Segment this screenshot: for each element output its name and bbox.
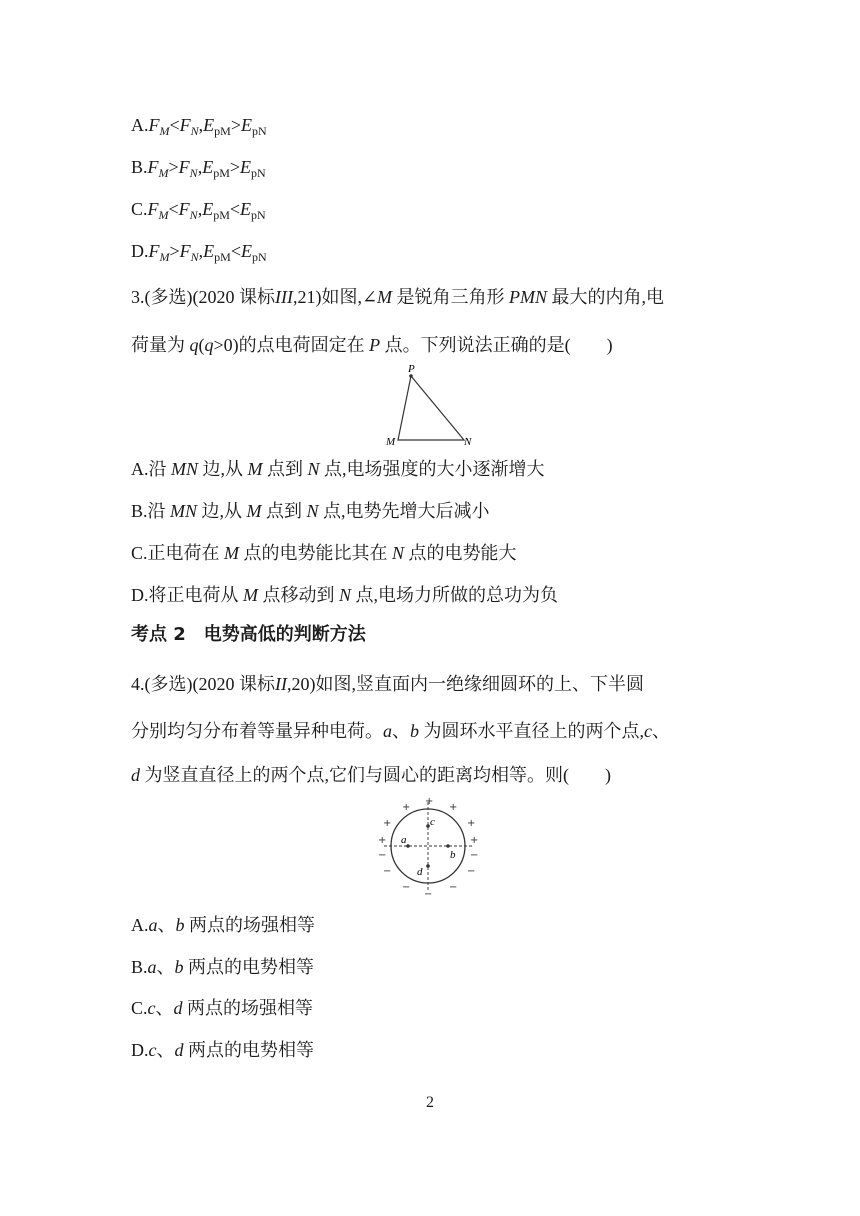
label-n: N	[464, 436, 472, 448]
q4-option-c: C.c、d 两点的场强相等	[131, 998, 314, 1018]
label-p: P	[408, 363, 415, 375]
q3-option-b: B.沿 MN 边,从 M 点到 N 点,电势先增大后减小	[131, 501, 490, 521]
plus-sign: +	[467, 818, 476, 829]
q4-stem-line3: d 为竖直直径上的两个点,它们与圆心的距离均相等。则( )	[131, 765, 611, 785]
plus-sign: +	[449, 802, 458, 813]
plus-sign: +	[402, 802, 411, 813]
q2-option-b: $B.F_M>F_N,E_{pM}>E_{pN}$	[131, 157, 266, 180]
page-number: 2	[426, 1094, 434, 1111]
label-b: b	[450, 849, 456, 861]
q3-stem-line1: 3.(多选)(2020 课标III,21)如图,∠M 是锐角三角形 PMN 最大的内角,电	[131, 287, 665, 307]
plus-sign: +	[470, 835, 479, 846]
plus-sign: +	[383, 818, 392, 829]
triangle-figure	[380, 360, 480, 450]
q3-option-c: C.正电荷在 M 点的电势能比其在 N 点的电势能大	[131, 543, 517, 563]
minus-sign: −	[402, 882, 411, 893]
triangle-pmn	[398, 376, 464, 440]
minus-sign: −	[378, 850, 387, 861]
minus-sign: −	[470, 850, 479, 861]
q4-stem-line1: 4.(多选)(2020 课标II,20)如图,竖直面内一绝缘细圆环的上、下半圆	[131, 674, 644, 694]
q3-option-d: D.将正电荷从 M 点移动到 N 点,电场力所做的总功为负	[131, 585, 559, 605]
label-a: a	[401, 834, 407, 846]
minus-sign: −	[467, 866, 476, 877]
ring	[391, 809, 465, 883]
point-b	[446, 844, 450, 848]
minus-sign: −	[449, 882, 458, 893]
q4-option-b: B.a、b 两点的电势相等	[131, 957, 315, 977]
label-m: M	[386, 436, 396, 448]
q4-option-d: D.c、d 两点的电势相等	[131, 1040, 314, 1060]
plus-sign: +	[378, 835, 387, 846]
q2-option-d: $D.F_M>F_N,E_{pM}<E_{pN}$	[131, 241, 267, 264]
q3-option-a: A.沿 MN 边,从 M 点到 N 点,电场强度的大小逐渐增大	[131, 459, 545, 479]
label-d: d	[417, 866, 423, 878]
ring-figure	[374, 796, 484, 900]
point-d	[426, 864, 430, 868]
q4-option-a: A.a、b 两点的场强相等	[131, 915, 315, 935]
q3-stem-line2: 荷量为 q(q>0)的点电荷固定在 P 点。下列说法正确的是( )	[131, 335, 613, 355]
minus-sign: −	[383, 866, 392, 877]
plus-sign: +	[425, 796, 434, 807]
label-c: c	[430, 816, 435, 828]
point-a	[406, 844, 410, 848]
q4-stem-line2: 分别均匀分布着等量异种电荷。a、b 为圆环水平直径上的两个点,c、	[131, 721, 670, 741]
section-heading: 考点 2 电势高低的判断方法	[131, 624, 366, 645]
minus-sign: −	[424, 889, 433, 900]
q2-option-a: $A.F_M<F_N,E_{pM}>E_{pN}$	[131, 115, 267, 138]
q2-option-c: $C.F_M<F_N,E_{pM}<E_{pN}$	[131, 199, 266, 222]
